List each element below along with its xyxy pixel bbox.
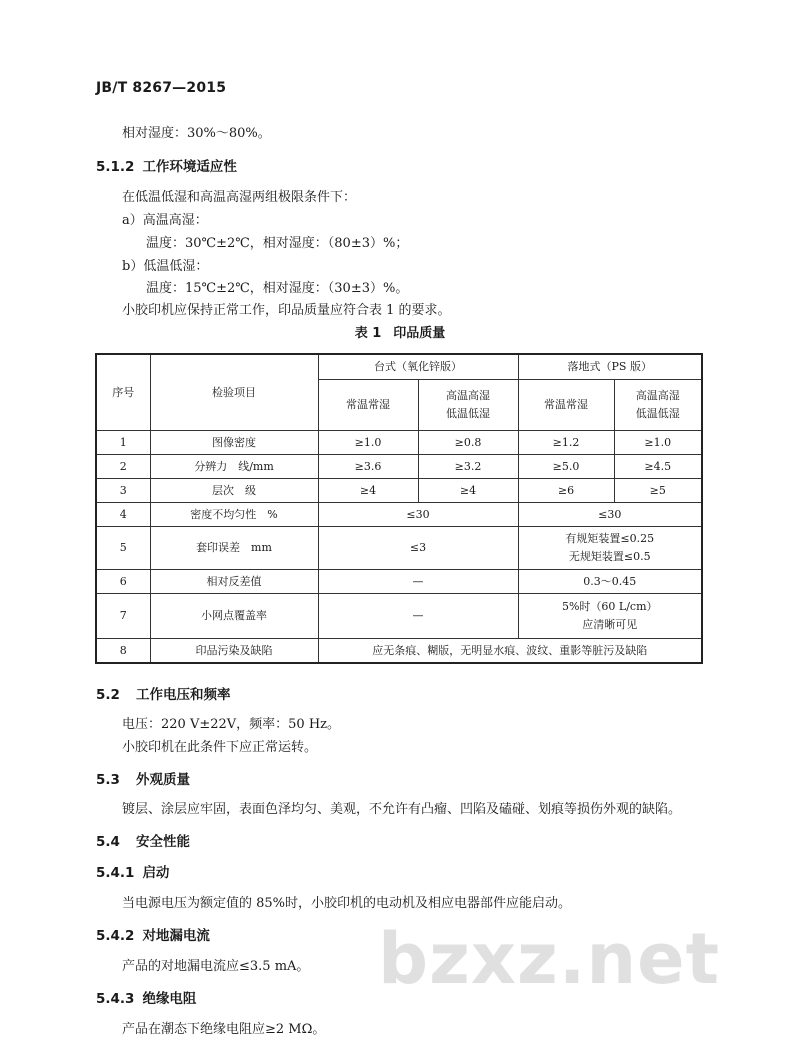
cell-no: 6 [96,570,150,594]
header-cell-group-a: 台式（氧化锌版） [318,354,518,380]
cell-no: 8 [96,639,150,664]
paragraph: 当电源电压为额定值的 85%时，小胶印机的电动机及相应电器部件应能启动。 [122,896,572,911]
cell-line: 有规矩装置≤0.25 [565,532,655,545]
cell-value: ≤3 [318,527,518,570]
subheader-cell: 常温常湿 [518,380,614,431]
table-caption-number: 表 1 [354,326,382,341]
table-caption [0,322,800,341]
subheader-line: 低温低湿 [635,407,680,420]
subheader-line: 高温高湿 [635,389,680,402]
section-5-3-heading [96,768,190,788]
subheader-line: 低温低湿 [446,407,490,420]
cell-item: 密度不均匀性 % [150,503,318,527]
section-title: 工作电压和频率 [136,687,231,703]
section-title: 外观质量 [136,772,190,788]
table-header-row [96,354,702,380]
cell-value: 应无条痕、糊版，无明显水痕、波纹、重影等脏污及缺陷 [318,639,702,664]
cell-item: 印品污染及缺陷 [150,639,318,664]
section-5-2-heading [96,683,231,703]
list-item-a-label: a）高温高湿： [122,213,208,228]
cell-item: 套印误差 mm [150,527,318,570]
table-row [96,527,702,570]
cell-value: ≥1.0 [614,431,702,455]
subheader-cell [614,380,702,431]
section-number: 5.1.2 [96,159,135,175]
header-cell-no: 序号 [96,354,150,431]
section-5-4-heading [96,830,190,850]
subheader-line: 高温高湿 [446,389,490,402]
print-quality-table [95,353,703,664]
cell-no: 7 [96,594,150,639]
section-number: 5.4.1 [96,865,135,881]
cell-line: 应清晰可见 [582,618,638,631]
section-5-4-1-heading [96,861,169,881]
cell-line: 5%时（60 L/cm） [561,600,658,613]
table-row [96,639,702,664]
section-title: 工作环境适应性 [142,159,237,175]
cell-item: 分辨力 线/mm [150,455,318,479]
table-row [96,503,702,527]
section-5-4-3-heading [96,987,196,1007]
cell-no: 1 [96,431,150,455]
cell-value: ≥4 [318,479,418,503]
section-number: 5.4.2 [96,928,135,944]
cell-value: ≥6 [518,479,614,503]
humidity-text: 相对湿度：30%～80%。 [122,126,271,141]
paragraph: 电压：220 V±22V，频率：50 Hz。 [122,717,341,732]
list-item-b-label: b）低温低湿： [122,259,209,274]
section-title: 安全性能 [136,834,190,850]
section-number: 5.3 [96,772,120,788]
cell-value: ≥1.0 [318,431,418,455]
cell-value: ≥4.5 [614,455,702,479]
cell-value: ≥4 [418,479,518,503]
section-number: 5.4.3 [96,991,135,1007]
table-row [96,431,702,455]
section-5-1-2-heading [96,155,237,175]
paragraph: 小胶印机在此条件下应正常运转。 [122,740,318,755]
cell-item: 图像密度 [150,431,318,455]
section-5-4-2-heading [96,924,210,944]
cell-no: 2 [96,455,150,479]
cell-value: ≤30 [518,503,702,527]
cell-value: ≥5 [614,479,702,503]
watermark: bzxz.net [378,918,721,1000]
cell-no: 5 [96,527,150,570]
paragraph: 镀层、涂层应牢固，表面色泽均匀、美观，不允许有凸瘤、凹陷及磕碰、划痕等损伤外观的缺陷。 [122,802,682,817]
paragraph: 小胶印机应保持正常工作，印品质量应符合表 1 的要求。 [122,303,451,318]
paragraph: 在低温低湿和高温高湿两组极限条件下： [122,190,357,205]
table-row [96,479,702,503]
cell-item: 层次 级 [150,479,318,503]
cell-value: ≥1.2 [518,431,614,455]
paragraph: 产品的对地漏电流应≤3.5 mA。 [122,959,310,974]
subheader-cell: 常温常湿 [318,380,418,431]
cell-value: ≥0.8 [418,431,518,455]
section-number: 5.4 [96,834,120,850]
table-row [96,570,702,594]
cell-value: ≥3.2 [418,455,518,479]
subheader-cell [418,380,518,431]
cell-value: — [318,570,518,594]
section-title: 对地漏电流 [142,928,210,944]
section-title: 启动 [142,865,170,881]
cell-no: 4 [96,503,150,527]
table-caption-title: 印品质量 [393,326,446,341]
cell-item: 相对反差值 [150,570,318,594]
cell-value: ≥3.6 [318,455,418,479]
cell-line: 无规矩装置≤0.5 [568,550,651,563]
section-title: 绝缘电阻 [142,991,197,1007]
cell-no: 3 [96,479,150,503]
paragraph: 产品在潮态下绝缘电阻应≥2 MΩ。 [122,1022,326,1037]
section-number: 5.2 [96,687,120,703]
cell-value: — [318,594,518,639]
cell-value: ≤30 [318,503,518,527]
cell-value [518,594,702,639]
cell-value: ≥5.0 [518,455,614,479]
cell-value [518,527,702,570]
list-item-b-condition: 温度：15℃±2℃，相对湿度：（30±3）%。 [146,281,409,296]
header-cell-item: 检验项目 [150,354,318,431]
standard-code-header: JB/T 8267—2015 [96,80,227,96]
list-item-a-condition: 温度：30℃±2℃，相对湿度：（80±3）%； [146,236,409,251]
table-row [96,455,702,479]
cell-item: 小网点覆盖率 [150,594,318,639]
header-cell-group-b: 落地式（PS 版） [518,354,702,380]
table-row [96,594,702,639]
cell-value: 0.3～0.45 [518,570,702,594]
